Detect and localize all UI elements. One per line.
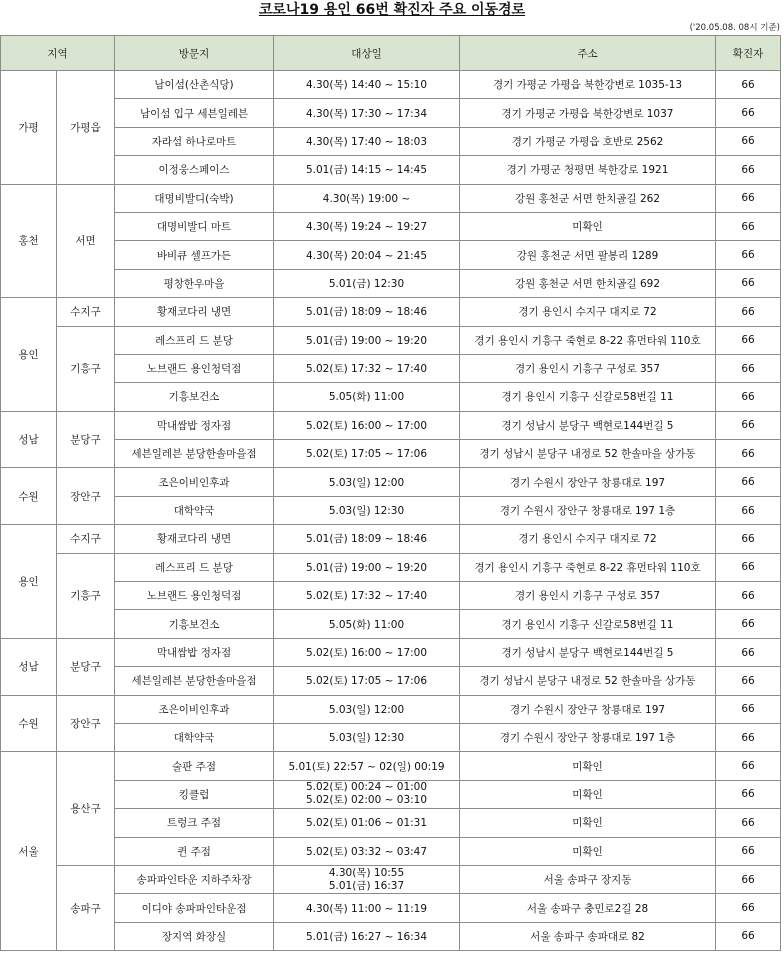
cell-region[interactable]: 가평 [1,71,57,185]
cell-date[interactable]: 4.30(목) 17:30 ~ 17:34 [274,99,460,127]
header-place[interactable]: 방문지 [115,36,274,71]
table-row [1,184,781,212]
cell-date[interactable]: 4.30(목) 10:55 5.01(금) 16:37 [274,865,460,893]
cell-subregion[interactable]: 장안구 [57,468,115,525]
cell-region[interactable]: 수원 [1,695,57,752]
table-row [1,553,781,581]
cell-place[interactable]: 세븐일레븐 분당한솔마을점 [115,667,274,695]
cell-patient[interactable]: 66 [716,553,781,581]
cell-address[interactable]: 강원 홍천군 서면 한치골길 262 [460,184,716,212]
route-table [0,35,781,951]
cell-place[interactable]: 술판 주점 [115,752,274,780]
cell-patient[interactable]: 66 [716,326,781,354]
cell-place[interactable]: 트렁크 주점 [115,809,274,837]
cell-subregion[interactable]: 송파구 [57,865,115,950]
cell-address[interactable]: 미확인 [460,212,716,240]
cell-date[interactable]: 4.30(목) 19:00 ~ [274,184,460,212]
cell-date[interactable]: 5.02(토) 17:05 ~ 17:06 [274,667,460,695]
cell-patient[interactable]: 66 [716,582,781,610]
cell-place[interactable]: 이디야 송파파인타운점 [115,894,274,922]
cell-place[interactable]: 기흥보건소 [115,610,274,638]
cell-patient[interactable]: 66 [716,383,781,411]
cell-subregion[interactable]: 장안구 [57,695,115,752]
cell-place[interactable]: 이정웅스페이스 [115,156,274,184]
cell-address[interactable]: 강원 홍천군 서면 팔봉리 1289 [460,241,716,269]
table-row [1,71,781,99]
cell-place[interactable]: 기흥보건소 [115,383,274,411]
cell-patient[interactable]: 66 [716,695,781,723]
cell-patient[interactable]: 66 [716,638,781,666]
cell-date[interactable]: 5.03(일) 12:00 [274,695,460,723]
table-row [1,894,781,922]
table-row [1,269,781,297]
cell-place[interactable]: 평창한우마을 [115,269,274,297]
table-row [1,354,781,382]
cell-patient[interactable]: 66 [716,354,781,382]
cell-place[interactable]: 킹클럽 [115,780,274,808]
cell-date[interactable]: 5.02(토) 17:32 ~ 17:40 [274,582,460,610]
cell-place[interactable]: 바비큐 셀프가든 [115,241,274,269]
cell-place[interactable]: 대명비발디(숙박) [115,184,274,212]
table-row [1,525,781,553]
cell-subregion[interactable]: 분당구 [57,411,115,468]
cell-date[interactable]: 5.01(금) 12:30 [274,269,460,297]
cell-address[interactable]: 경기 가평군 가평읍 북한강변로 1035-13 [460,71,716,99]
cell-region[interactable]: 성남 [1,638,57,695]
cell-place[interactable]: 조은이비인후과 [115,468,274,496]
cell-place[interactable]: 송파파인타운 지하주차장 [115,865,274,893]
cell-patient[interactable]: 66 [716,184,781,212]
cell-place[interactable]: 막내쌈밥 정자점 [115,638,274,666]
cell-place[interactable]: 장지역 화장실 [115,922,274,950]
cell-date[interactable]: 5.02(토) 16:00 ~ 17:00 [274,411,460,439]
cell-address[interactable]: 경기 용인시 기흥구 신갈로58번길 11 [460,383,716,411]
cell-place[interactable]: 남이섬(산촌식당) [115,71,274,99]
table-row [1,809,781,837]
cell-date[interactable]: 5.02(토) 03:32 ~ 03:47 [274,837,460,865]
cell-address[interactable]: 경기 수원시 장안구 창룡대로 197 1층 [460,723,716,751]
cell-date[interactable]: 5.01(금) 14:15 ~ 14:45 [274,156,460,184]
header-row [1,36,781,71]
cell-region[interactable]: 용인 [1,298,57,412]
cell-place[interactable]: 막내쌈밥 정자점 [115,411,274,439]
cell-date[interactable]: 5.05(화) 11:00 [274,383,460,411]
cell-patient[interactable]: 66 [716,71,781,99]
cell-address[interactable]: 강원 홍천군 서면 한치골길 692 [460,269,716,297]
table-row [1,610,781,638]
table-body [1,71,781,951]
cell-address[interactable]: 경기 가평군 가평읍 호반로 2562 [460,127,716,155]
cell-patient[interactable]: 66 [716,667,781,695]
cell-date[interactable]: 5.03(일) 12:30 [274,496,460,524]
table-row [1,411,781,439]
table-row [1,865,781,893]
cell-address[interactable]: 경기 용인시 수지구 대지로 72 [460,298,716,326]
table-row [1,752,781,780]
cell-patient[interactable]: 66 [716,723,781,751]
cell-place[interactable]: 레스프리 드 분당 [115,326,274,354]
table-row [1,695,781,723]
cell-patient[interactable]: 66 [716,241,781,269]
cell-place[interactable]: 노브랜드 용인청덕점 [115,582,274,610]
cell-patient[interactable]: 66 [716,865,781,893]
header-date[interactable]: 대상일 [274,36,460,71]
table-row [1,780,781,808]
cell-date[interactable]: 5.05(화) 11:00 [274,610,460,638]
cell-place[interactable]: 남이섬 입구 세븐일레븐 [115,99,274,127]
cell-patient[interactable]: 66 [716,156,781,184]
cell-address[interactable]: 경기 수원시 장안구 창룡대로 197 1층 [460,496,716,524]
table-row [1,440,781,468]
table-row [1,241,781,269]
cell-address[interactable]: 경기 용인시 기흥구 구성로 357 [460,354,716,382]
cell-date[interactable]: 5.02(토) 17:05 ~ 17:06 [274,440,460,468]
table-row [1,667,781,695]
cell-subregion[interactable]: 수지구 [57,525,115,553]
table-row [1,326,781,354]
cell-patient[interactable]: 66 [716,525,781,553]
cell-date[interactable]: 4.30(목) 14:40 ~ 15:10 [274,71,460,99]
cell-address[interactable]: 미확인 [460,780,716,808]
table-row [1,156,781,184]
cell-address[interactable]: 경기 가평군 청평면 북한강로 1921 [460,156,716,184]
header-address[interactable]: 주소 [460,36,716,71]
cell-patient[interactable]: 66 [716,411,781,439]
cell-patient[interactable]: 66 [716,922,781,950]
cell-patient[interactable]: 66 [716,894,781,922]
cell-date[interactable]: 5.01(금) 19:00 ~ 19:20 [274,553,460,581]
cell-address[interactable]: 경기 용인시 기흥구 신갈로58번길 11 [460,610,716,638]
cell-patient[interactable]: 66 [716,127,781,155]
cell-address[interactable]: 경기 용인시 기흥구 죽현로 8-22 휴먼타워 110호 [460,553,716,581]
table-row [1,99,781,127]
cell-patient[interactable]: 66 [716,837,781,865]
cell-patient[interactable]: 66 [716,269,781,297]
table-row [1,468,781,496]
sheet-title [0,0,784,22]
cell-date[interactable]: 5.01(금) 19:00 ~ 19:20 [274,326,460,354]
cell-date[interactable]: 5.02(토) 17:32 ~ 17:40 [274,354,460,382]
cell-address[interactable]: 경기 용인시 기흥구 죽현로 8-22 휴먼타워 110호 [460,326,716,354]
cell-patient[interactable]: 66 [716,809,781,837]
header-patient[interactable]: 확진자 [716,36,781,71]
cell-place[interactable]: 노브랜드 용인청덕점 [115,354,274,382]
sheet-title-text: 코로나19 용인 66번 확진자 주요 이동경로 [258,2,526,18]
cell-address[interactable]: 경기 성남시 분당구 백현로144번길 5 [460,411,716,439]
cell-date[interactable]: 5.01(토) 22:57 ~ 02(일) 00:19 [274,752,460,780]
cell-address[interactable]: 미확인 [460,837,716,865]
cell-patient[interactable]: 66 [716,298,781,326]
cell-subregion[interactable]: 분당구 [57,638,115,695]
cell-place[interactable]: 대학약국 [115,723,274,751]
cell-patient[interactable]: 66 [716,610,781,638]
cell-region[interactable]: 홍천 [1,184,57,298]
table-row [1,383,781,411]
cell-address[interactable]: 경기 성남시 분당구 내정로 52 한솔마을 상가동 [460,440,716,468]
cell-patient[interactable]: 66 [716,440,781,468]
cell-date[interactable]: 5.01(금) 16:27 ~ 16:34 [274,922,460,950]
cell-place[interactable]: 레스프리 드 분당 [115,553,274,581]
cell-date[interactable]: 4.30(목) 17:40 ~ 18:03 [274,127,460,155]
cell-place[interactable]: 세븐일레븐 분당한솔마을점 [115,440,274,468]
table-row [1,723,781,751]
cell-address[interactable]: 경기 용인시 수지구 대지로 72 [460,525,716,553]
cell-subregion[interactable]: 서면 [57,184,115,298]
cell-place[interactable]: 황재코다리 냉면 [115,298,274,326]
cell-date[interactable]: 4.30(목) 20:04 ~ 21:45 [274,241,460,269]
cell-subregion[interactable]: 수지구 [57,298,115,326]
cell-address[interactable]: 서울 송파구 장지동 [460,865,716,893]
cell-address[interactable]: 경기 성남시 분당구 백현로144번길 5 [460,638,716,666]
table-row [1,638,781,666]
cell-address[interactable]: 경기 수원시 장안구 창룡대로 197 [460,468,716,496]
cell-address[interactable]: 미확인 [460,752,716,780]
cell-address[interactable]: 경기 수원시 장안구 창룡대로 197 [460,695,716,723]
table-row [1,837,781,865]
cell-date[interactable]: 5.03(일) 12:00 [274,468,460,496]
cell-patient[interactable]: 66 [716,212,781,240]
cell-subregion[interactable]: 기흥구 [57,326,115,411]
table-row [1,496,781,524]
cell-subregion[interactable]: 용산구 [57,752,115,866]
table-row [1,922,781,950]
table-row [1,212,781,240]
cell-patient[interactable]: 66 [716,780,781,808]
table-row [1,127,781,155]
cell-date[interactable]: 4.30(목) 19:24 ~ 19:27 [274,212,460,240]
cell-address[interactable]: 미확인 [460,809,716,837]
cell-date[interactable]: 5.02(토) 16:00 ~ 17:00 [274,638,460,666]
cell-place[interactable]: 조은이비인후과 [115,695,274,723]
cell-place[interactable]: 대명비발디 마트 [115,212,274,240]
cell-patient[interactable]: 66 [716,99,781,127]
cell-place[interactable]: 자라섬 하나로마트 [115,127,274,155]
cell-address[interactable]: 경기 성남시 분당구 내정로 52 한솔마을 상가동 [460,667,716,695]
timestamp-note: ('20.05.08. 08시 기준) [689,23,780,33]
cell-subregion[interactable]: 기흥구 [57,553,115,638]
cell-date[interactable]: 5.01(금) 18:09 ~ 18:46 [274,298,460,326]
cell-address[interactable]: 서울 송파구 송파대로 82 [460,922,716,950]
cell-region[interactable]: 수원 [1,468,57,525]
cell-patient[interactable]: 66 [716,468,781,496]
cell-address[interactable]: 경기 용인시 기흥구 구성로 357 [460,582,716,610]
cell-patient[interactable]: 66 [716,752,781,780]
cell-place[interactable]: 대학약국 [115,496,274,524]
cell-date[interactable]: 5.02(토) 01:06 ~ 01:31 [274,809,460,837]
cell-subregion[interactable]: 가평읍 [57,71,115,185]
cell-date[interactable]: 5.01(금) 18:09 ~ 18:46 [274,525,460,553]
cell-date[interactable]: 5.03(일) 12:30 [274,723,460,751]
table-row [1,298,781,326]
cell-place[interactable]: 황재코다리 냉면 [115,525,274,553]
cell-region[interactable]: 서울 [1,752,57,951]
table-row [1,582,781,610]
cell-place[interactable]: 퀸 주점 [115,837,274,865]
cell-region[interactable]: 용인 [1,525,57,639]
cell-region[interactable]: 성남 [1,411,57,468]
cell-date[interactable]: 5.02(토) 00:24 ~ 01:00 5.02(토) 02:00 ~ 03:10 [274,780,460,808]
cell-address[interactable]: 경기 가평군 가평읍 북한강변로 1037 [460,99,716,127]
cell-patient[interactable]: 66 [716,496,781,524]
cell-date[interactable]: 4.30(목) 11:00 ~ 11:19 [274,894,460,922]
header-region[interactable]: 지역 [1,36,115,71]
cell-address[interactable]: 서울 송파구 충민로2길 28 [460,894,716,922]
